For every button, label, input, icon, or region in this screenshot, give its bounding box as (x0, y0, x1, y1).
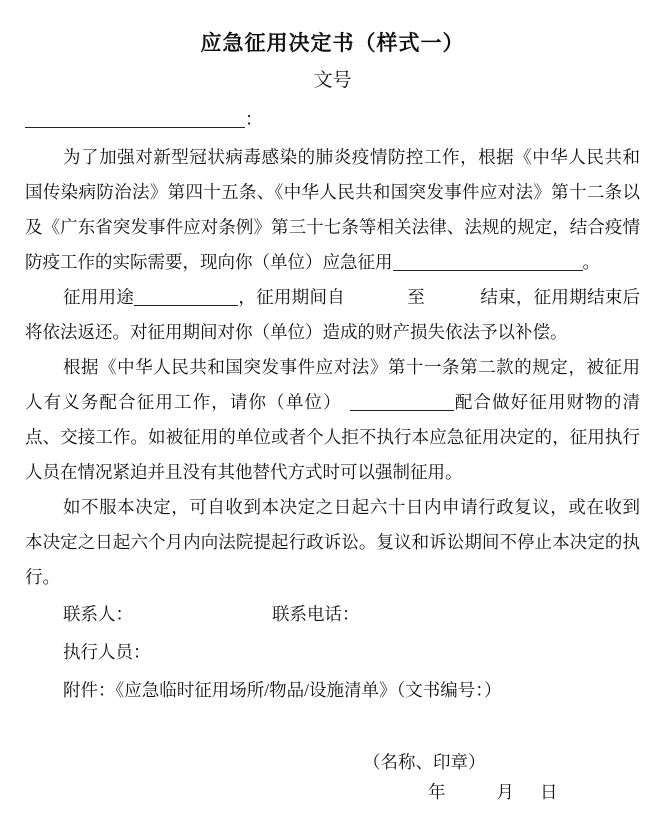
day-label: 日 (540, 782, 558, 802)
text-run: 结束，征用期结束后将依法返还。对征用期间对你（单位）造成的财产损失依法予以补偿。 (25, 287, 641, 342)
text-run: 征用用途 (63, 287, 135, 307)
spacer (345, 302, 407, 303)
contact-line (25, 595, 640, 633)
attachment-line (25, 671, 640, 709)
para-legal-remedy (25, 490, 640, 595)
doc-number-label: 文号 (313, 70, 352, 91)
contact-person-label: 联系人： (63, 604, 133, 624)
date-spacer (446, 797, 497, 798)
year-label: 年 (428, 782, 446, 802)
para-requisition-terms (25, 280, 640, 350)
contact-section (25, 595, 640, 709)
signature-block (0, 751, 665, 803)
contact-phone-label: 联系电话： (272, 604, 360, 624)
signature-date-line (428, 781, 665, 803)
text-run: 根据《中华人民共和国突发事件应对法》第十一条第二款的规定，被征用人有义务配合征用工作，请你（单位） (25, 357, 640, 412)
executor-label: 执行人员： (63, 642, 151, 662)
text-run: ，征用期间自 (238, 287, 346, 307)
document-body (25, 140, 640, 595)
spacer (342, 407, 350, 408)
month-label: 月 (496, 782, 514, 802)
para-legal-basis (25, 140, 640, 280)
text-run: 。 (582, 252, 600, 272)
executor-line (25, 633, 640, 671)
signature-name-seal: （名称、印章） (363, 752, 486, 772)
text-run: 如不服本决定，可自收到本决定之日起六十日内申请行政复议，或在收到本决定之日起六个月内向法院提起行政诉讼。复议和诉讼期间不停止本决定的执行。 (25, 497, 640, 587)
fill-in-blank (134, 291, 238, 306)
text-run: 配合做好征用财物的清点、交接工作。如被征用的单位或者个人拒不执行本应急征用决定的，征用执行人员在情况紧迫并且没有其他替代方式时可以强制征用。 (25, 392, 640, 482)
spacer (425, 302, 480, 303)
addressee-colon: ： (245, 109, 263, 129)
date-spacer (514, 797, 540, 798)
attachment-label: 附件：《应急临时征用场所/物品/设施清单》（文书编号：） (63, 680, 502, 700)
para-cooperation-duty (25, 350, 640, 490)
addressee-fill-in-blank (25, 113, 245, 128)
text-run: 为了加强对新型冠状病毒感染的肺炎疫情防控工作，根据《中华人民共和国传染病防治法》第四十五条、《中华人民共和国突发事件应对法》第十二条以及《广东省突发事件应对条例》第三十七条等相关法律、法规的规定，结合疫情防疫工作的实际需要，现向你（单位）应急征用 (25, 147, 640, 272)
contact-spacer (133, 619, 272, 620)
document-title: 应急征用决定书（样式一） (200, 31, 465, 55)
text-run: 至 (407, 287, 426, 307)
fill-in-blank (393, 256, 583, 271)
fill-in-blank (350, 396, 454, 411)
addressee-line (25, 106, 640, 132)
